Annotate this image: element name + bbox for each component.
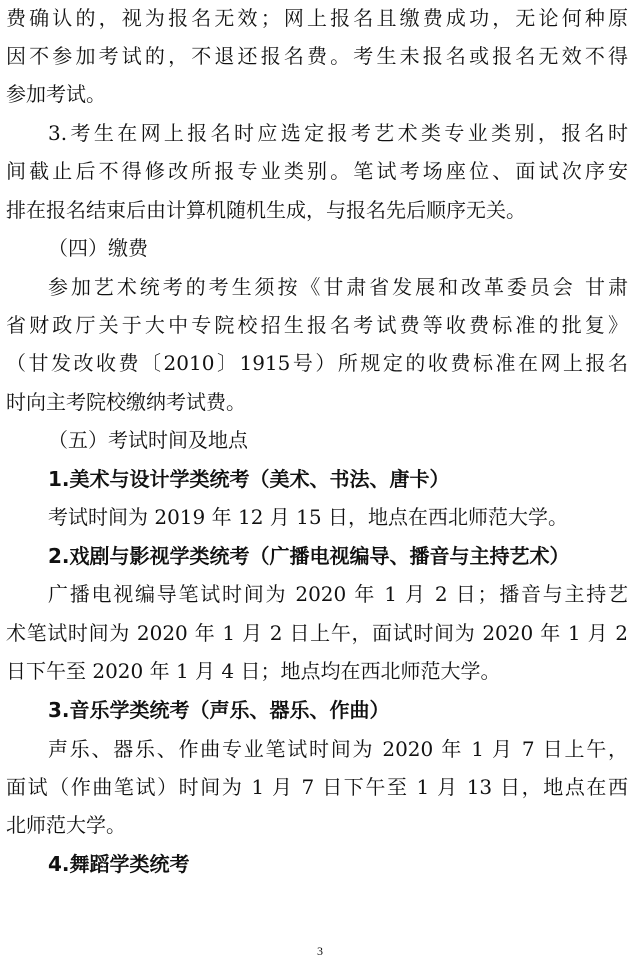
subheading-fine-arts: 1.美术与设计学类统考（美术、书法、唐卡） bbox=[48, 467, 450, 491]
section-heading-payment: （四）缴费 bbox=[48, 236, 148, 260]
paragraph-line: 日下午至 2020 年 1 月 4 日；地点均在西北师范大学。 bbox=[6, 659, 501, 683]
paragraph-line: 参加考试。 bbox=[6, 82, 106, 106]
section-heading-exam-time-place: （五）考试时间及地点 bbox=[48, 428, 248, 452]
paragraph-line: 3.考生在网上报名时应选定报考艺术类专业类别，报名时 bbox=[48, 121, 628, 145]
paragraph-line: 术笔试时间为 2020 年 1 月 2 日上午，面试时间为 2020 年 1 月 2 bbox=[6, 621, 628, 645]
paragraph-line: 考试时间为 2019 年 12 月 15 日，地点在西北师范大学。 bbox=[48, 505, 568, 529]
paragraph-line: 省财政厅关于大中专院校招生报名考试费等收费标准的批复》 bbox=[6, 313, 628, 337]
paragraph-line: （甘发改收费〔2010〕1915号）所规定的收费标准在网上报名 bbox=[6, 351, 628, 375]
subheading-drama-film: 2.戏剧与影视学类统考（广播电视编导、播音与主持艺术） bbox=[48, 544, 570, 568]
paragraph-line: 面试（作曲笔试）时间为 1 月 7 日下午至 1 月 13 日，地点在西 bbox=[6, 775, 628, 799]
paragraph-line: 北师范大学。 bbox=[6, 813, 126, 837]
page-number: 3 bbox=[317, 944, 323, 958]
subheading-music: 3.音乐学类统考（声乐、器乐、作曲） bbox=[48, 698, 390, 722]
paragraph-line: 声乐、器乐、作曲专业笔试时间为 2020 年 1 月 7 日上午， bbox=[48, 737, 628, 761]
paragraph-line: 间截止后不得修改所报专业类别。笔试考场座位、面试次序安 bbox=[6, 159, 628, 183]
subheading-dance: 4.舞蹈学类统考 bbox=[48, 852, 190, 876]
paragraph-line: 排在报名结束后由计算机随机生成，与报名先后顺序无关。 bbox=[6, 198, 526, 222]
paragraph-line: 因不参加考试的，不退还报名费。考生未报名或报名无效不得 bbox=[6, 44, 628, 68]
paragraph-line: 参加艺术统考的考生须按《甘肃省发展和改革委员会 甘肃 bbox=[48, 275, 628, 299]
paragraph-line: 广播电视编导笔试时间为 2020 年 1 月 2 日；播音与主持艺 bbox=[48, 582, 628, 606]
paragraph-line: 时向主考院校缴纳考试费。 bbox=[6, 390, 246, 414]
paragraph-line: 费确认的，视为报名无效；网上报名且缴费成功，无论何种原 bbox=[6, 6, 628, 30]
